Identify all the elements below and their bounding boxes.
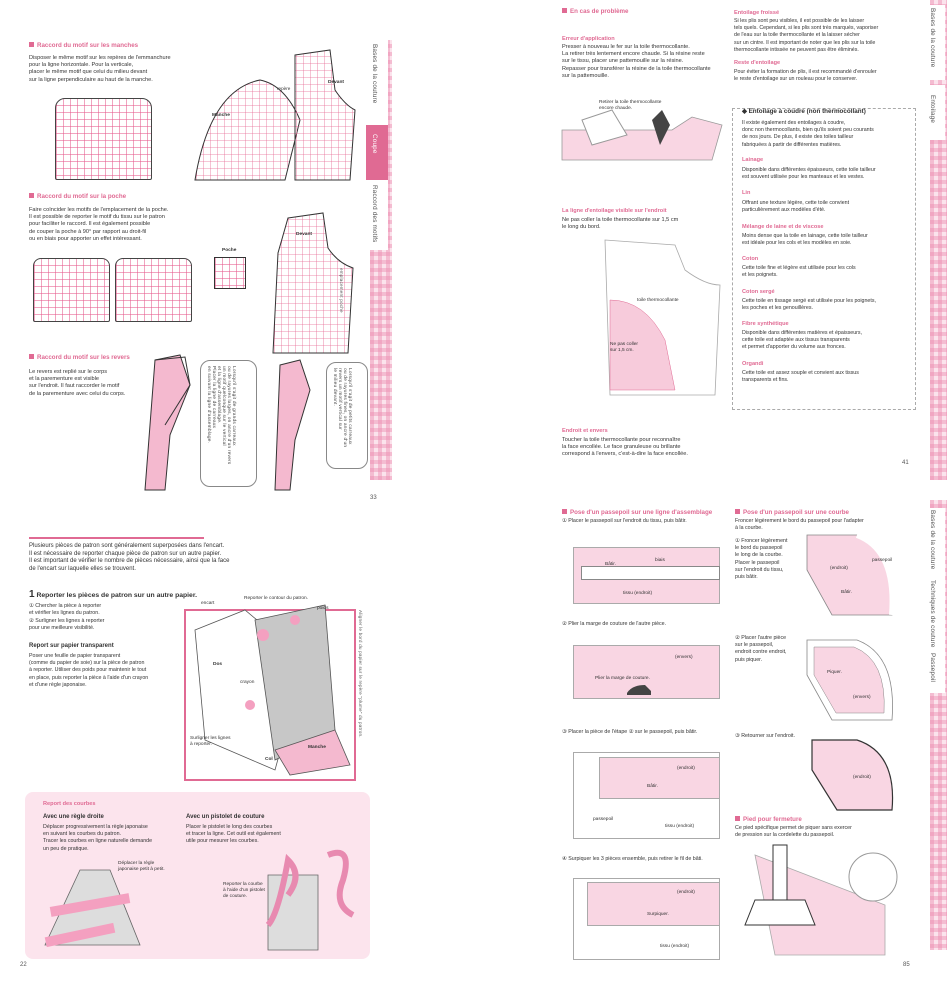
page-number-22: 22 (20, 962, 27, 968)
ligne-title: La ligne d'entoilage visible sur l'endroit (562, 208, 667, 214)
step-2: ② Plier la marge de couture de l'autre pièce. (562, 621, 667, 627)
header-underline (29, 537, 204, 539)
coton-text: Cette toile fine et légère est utilisée pour les cols et les poignets. (742, 265, 856, 279)
regle-title: Avec une règle droite (43, 814, 104, 820)
bubble-2: Lorsqu'il s'agit de petits carreaux ou de rayures fines, on ancre d'un revers un motif vertical sur le milieu devant. (326, 362, 368, 469)
step-1: ① Placer le passepoil sur l'endroit du tissu, puis bâtir. (562, 518, 687, 524)
s3-tissu: tissu (endroit) (665, 824, 695, 829)
froisse-title: Entoilage froissé (734, 10, 780, 16)
pistolet-label: Reporter la courbe à l'aide d'un pistolet de couture. (223, 882, 265, 899)
revers-text: Le revers est replié sur le corps et la parementure est visible sur l'endroit. Il faut raccorder le motif de la parementure avec celui du corps. (29, 369, 126, 397)
tab-bases-label: Bases de la couture (371, 44, 378, 104)
endroit-text: Toucher la toile thermocollante pour reconnaître la face encollée. Le face granuleuse ou brillante correspond à l'envers, c'est-à-dire la face encollée. (562, 437, 688, 458)
c2-envers: (envers) (853, 695, 871, 700)
c1-text: ① Froncer légèrement le bord du passepoil le long de la courbe. Placer le passepoil sur l'endroit du tissu, puis bâtir. (735, 538, 788, 581)
courbe-title: Pose d'un passepoil sur une courbe (735, 509, 849, 516)
label-poche: Poche (222, 248, 237, 253)
page-85 (547, 500, 947, 1000)
step-4: ④ Surpiquer les 3 pièces ensemble, puis retirer le fil de bâti. (562, 856, 703, 862)
lin-title: Lin (742, 190, 751, 196)
s3-passepoil: passepoil (593, 817, 614, 822)
shirt-pocket-left (33, 258, 110, 322)
s4-surpiquer: Surpiquer. (647, 912, 669, 917)
step-3: ③ Placer la pièce de l'étape ② sur le passepoil, puis bâtir. (562, 729, 698, 735)
tab-bases-41-label: Bases de la couture (929, 8, 936, 68)
curve-drawing (258, 835, 358, 955)
iron-fabric-drawing (562, 105, 732, 165)
page-number-85: 85 (903, 962, 910, 968)
page-33 (0, 0, 395, 500)
assemblage-title: Pose d'un passepoil sur une ligne d'assemblage (562, 509, 712, 516)
front-pattern-top (290, 50, 360, 185)
s1-batir: Bâtir. (605, 562, 616, 567)
foot-drawing (735, 845, 895, 955)
label-aligner: Aligner le bord du papier sur le repère "plume" du patron. (358, 610, 363, 738)
label-contour: Reporter le contour du patron. (244, 596, 308, 601)
box-title: ◆ Entoilage à coudre (non thermocollant) (742, 108, 866, 115)
label-devant: Devant (328, 80, 344, 85)
lainage-text: Disponible dans différentes épaisseurs, cette toile tailleur est souvent utilisée pour les manteaux et les vestes. (742, 167, 876, 181)
label-col: Col (265, 757, 273, 762)
s2-envers: (envers) (675, 655, 693, 660)
serge-title: Coton sergé (742, 289, 775, 295)
label-surligner: Surligner les lignes à reporter. (190, 736, 231, 747)
regle-label: Déplacer la règle japonaise petit à petit. (118, 861, 165, 872)
shirt-illustration (55, 98, 152, 180)
ruler-drawing (40, 870, 150, 950)
erreur-title: Erreur d'application (562, 36, 615, 42)
fibre-text: Disponible dans différentes matières et épaisseurs, cette toile est adaptée aux tissus transparents et permet d'apporter du volume aux fronces. (742, 330, 863, 351)
c2-text: ② Placer l'autre pièce sur le passepoil, endroit contre endroit, puis piquer. (735, 635, 787, 663)
step3-top (599, 757, 720, 799)
erreur-text: Presser à nouveau le fer sur la toile thermocollante. La retirer très lentement encore chaude. Si la résine reste sur le tissu, placer une pattemouille sur la résine. Repasser pour transférer la résine de la toile thermocollante sur la pattemouille. (562, 44, 711, 79)
courbes-title: Report des courbes (43, 801, 96, 807)
front-pattern-pocket (268, 213, 358, 355)
report-title: Report sur papier transparent (29, 643, 114, 649)
s4-endroit: (endroit) (677, 890, 695, 895)
tab-passepoil-label: Passepoil (929, 653, 936, 683)
report-text: Poser une feuille de papier transparent (comme du papier de soie) sur la pièce de patron à reporter. Utiliser des poids pour maintenir le tout en place, puis reporter la pièce à l'aide d'un crayon et d'une règle japonaise. (29, 653, 149, 688)
step4-top (587, 882, 720, 926)
c1-batir: Bâtir. (841, 590, 852, 595)
sleeve-text: Disposer le même motif sur les repères de l'emmanchure pour la ligne horizontale. Pour la verticale, placer le même motif que celui du milieu devant sur la ligne perpendiculaire au haut de la manche. (29, 55, 171, 83)
pocket-text: Faire coïncider les motifs de l'emplacement de la poche. Il est possible de reporter le motif du tissu sur le patron pour faciliter le raccord. Il est également possible de couper la poche à 90° par rapport au droit-fil ou en biais pour apporter un effet intéressant. (29, 207, 169, 242)
page-41 (547, 0, 947, 500)
pocket-title: Raccord du motif sur la poche (29, 193, 126, 200)
c1-passepoil: passepoil (872, 558, 893, 563)
intro-text: Plusieurs pièces de patron sont généralement superposées dans l'encart. Il est nécessaire de reporter chaque pièce de patron sur un autre papier. Il est important de vérifier le nombre de pièces nécessaire, ainsi que la face de l'encart sur laquelle elles se trouvent. (29, 543, 230, 572)
collar-drawing (605, 240, 725, 400)
label-dos: Dos (213, 662, 223, 667)
sleeve-title: Raccord du motif sur les manches (29, 42, 138, 49)
probleme-title: En cas de problème (562, 8, 628, 15)
label-crayon: crayon (240, 680, 255, 685)
label-manche: Manche (212, 113, 230, 118)
label-manche22: Manche (308, 745, 326, 750)
tab-coupe-label: Coupe (371, 134, 378, 154)
page-number-33: 33 (370, 495, 377, 501)
step1-title: 1 Reporter les pièces de patron sur un autre papier. (29, 589, 197, 600)
organdi-text: Cette toile est assez souple et convient aux tissus transparents et fins. (742, 370, 859, 384)
lainage-title: Lainage (742, 157, 764, 163)
shirt-pocket-right (115, 258, 192, 322)
ligne-text: Ne pas coller la toile thermocollante sur 1,5 cm le long du bord. (562, 217, 679, 231)
melange-text: Moins dense que la toile en lainage, cette toile tailleur est idéale pour les cols et les modèles en soie. (742, 233, 868, 247)
courbe-text: Froncer légèrement le bord du passepoil pour l'adapter à la courbe. (735, 518, 864, 532)
revers-drawing-right (270, 360, 320, 495)
curve-step1 (802, 530, 902, 620)
organdi-title: Organdi (742, 361, 764, 367)
pocket-piece (214, 257, 246, 289)
endroit-title: Endroit et envers (562, 428, 608, 434)
s1-biais: biais (655, 558, 665, 563)
s4-tissu: tissu (endroit) (660, 944, 690, 949)
reste-text: Pour éviter la formation de plis, il est recommandé d'enrouler le reste d'entoilage sur un rouleau pour le conserver. (734, 69, 877, 83)
froisse-text: Si les plis sont peu visibles, il est possible de les laisser tels quels. Cependant, si les plis sont très marqués, vaporiser de l'eau sur la toile thermocollante et la laisser sécher sur un cintre. Il est important de noter que les plis sur la toile thermocollante intissée ne peuvent pas être éliminés. (734, 18, 879, 53)
box-intro: Il existe également des entoilages à coudre, donc non thermocollants, bien qu'ils soient peu courants de nos jours. De plus, il existe des toiles tailleur fabriquées à partir de différentes matières. (742, 120, 874, 148)
tab-raccord-label: Raccord des motifs (371, 185, 378, 243)
regle-text: Déplacer progressivement la règle japonaise en suivant les courbes du patron. Tracer les courbes en ligne naturelle demande un peu de pratique. (43, 824, 153, 852)
label-emplacement: emplacement poche (339, 268, 344, 313)
fibre-title: Fibre synthétique (742, 321, 789, 327)
page-22 (0, 500, 395, 1000)
bubble-1: Lorsqu'il s'agit de grands carreaux ou de rayures larges, on ancre d'un revers un motif quelconque sur le vertical et la ligne d'assemblage. Placer la ligne de carreaux en suivant la ligne d'assemblage. (200, 360, 257, 487)
coton-title: Coton (742, 256, 759, 262)
melange-title: Mélange de laine et de viscose (742, 224, 824, 230)
label-encart: encart (201, 601, 215, 606)
c2-piquer: Piquer. (827, 670, 842, 675)
tab-bases-85-label: Bases de la couture (929, 510, 936, 570)
retirer-label: Retirer la toile thermocollante encore chaude. (599, 100, 662, 111)
s3-batir: Bâtir. (647, 784, 658, 789)
c3-endroit: (endroit) (853, 775, 871, 780)
page-number-41: 41 (902, 460, 909, 466)
pied-text: Ce pied spécifique permet de piquer sans exercer de pression sur la cordelette du passepoil. (735, 825, 852, 839)
pistolet-title: Avec un pistolet de couture (186, 814, 265, 820)
s2-plier: Plier la marge de couture. (595, 676, 650, 681)
serge-text: Cette toile en tissage sergé est utilisée pour les poignets, les poches et les genouillères. (742, 298, 876, 312)
c1-endroit: (endroit) (830, 566, 848, 571)
step1-b: ② Surligner les lignes à reporter pour une meilleure visibilité. (29, 618, 105, 632)
toile-label: toile thermocollante (637, 298, 679, 303)
reste-title: Reste d'entoilage (734, 60, 781, 66)
tab-entoilage-label: Entoilage (929, 95, 936, 124)
label-poids: poids (317, 606, 329, 611)
revers-title: Raccord du motif sur les revers (29, 354, 130, 361)
lin-text: Offrant une texture légère, cette toile convient particulièrement aux modèles d'été. (742, 200, 850, 214)
c3-text: ③ Retourner sur l'endroit. (735, 733, 795, 739)
s3-endroit: (endroit) (677, 766, 695, 771)
label-repere: repère (277, 86, 291, 91)
pied-title: Pied pour fermeture (735, 816, 802, 823)
step1-piping (581, 566, 720, 580)
curve-step2 (802, 635, 902, 725)
ne-pas-label: Ne pas coller sur 1,5 cm. (610, 342, 638, 353)
tab-techniques-label: Techniques de couture (929, 580, 936, 648)
iron-icon (627, 685, 651, 695)
label-devant2: Devant (296, 232, 312, 237)
step1-a: ① Chercher la pièce à reporter et vérifier les lignes du patron. (29, 603, 102, 617)
pistolet-text: Placer le pistolet le long des courbes et tracer la ligne. Cet outil est également utile pour mesurer les courbes. (186, 824, 281, 845)
revers-drawing-left (140, 355, 200, 495)
s1-tissu: tissu (endroit) (623, 591, 653, 596)
